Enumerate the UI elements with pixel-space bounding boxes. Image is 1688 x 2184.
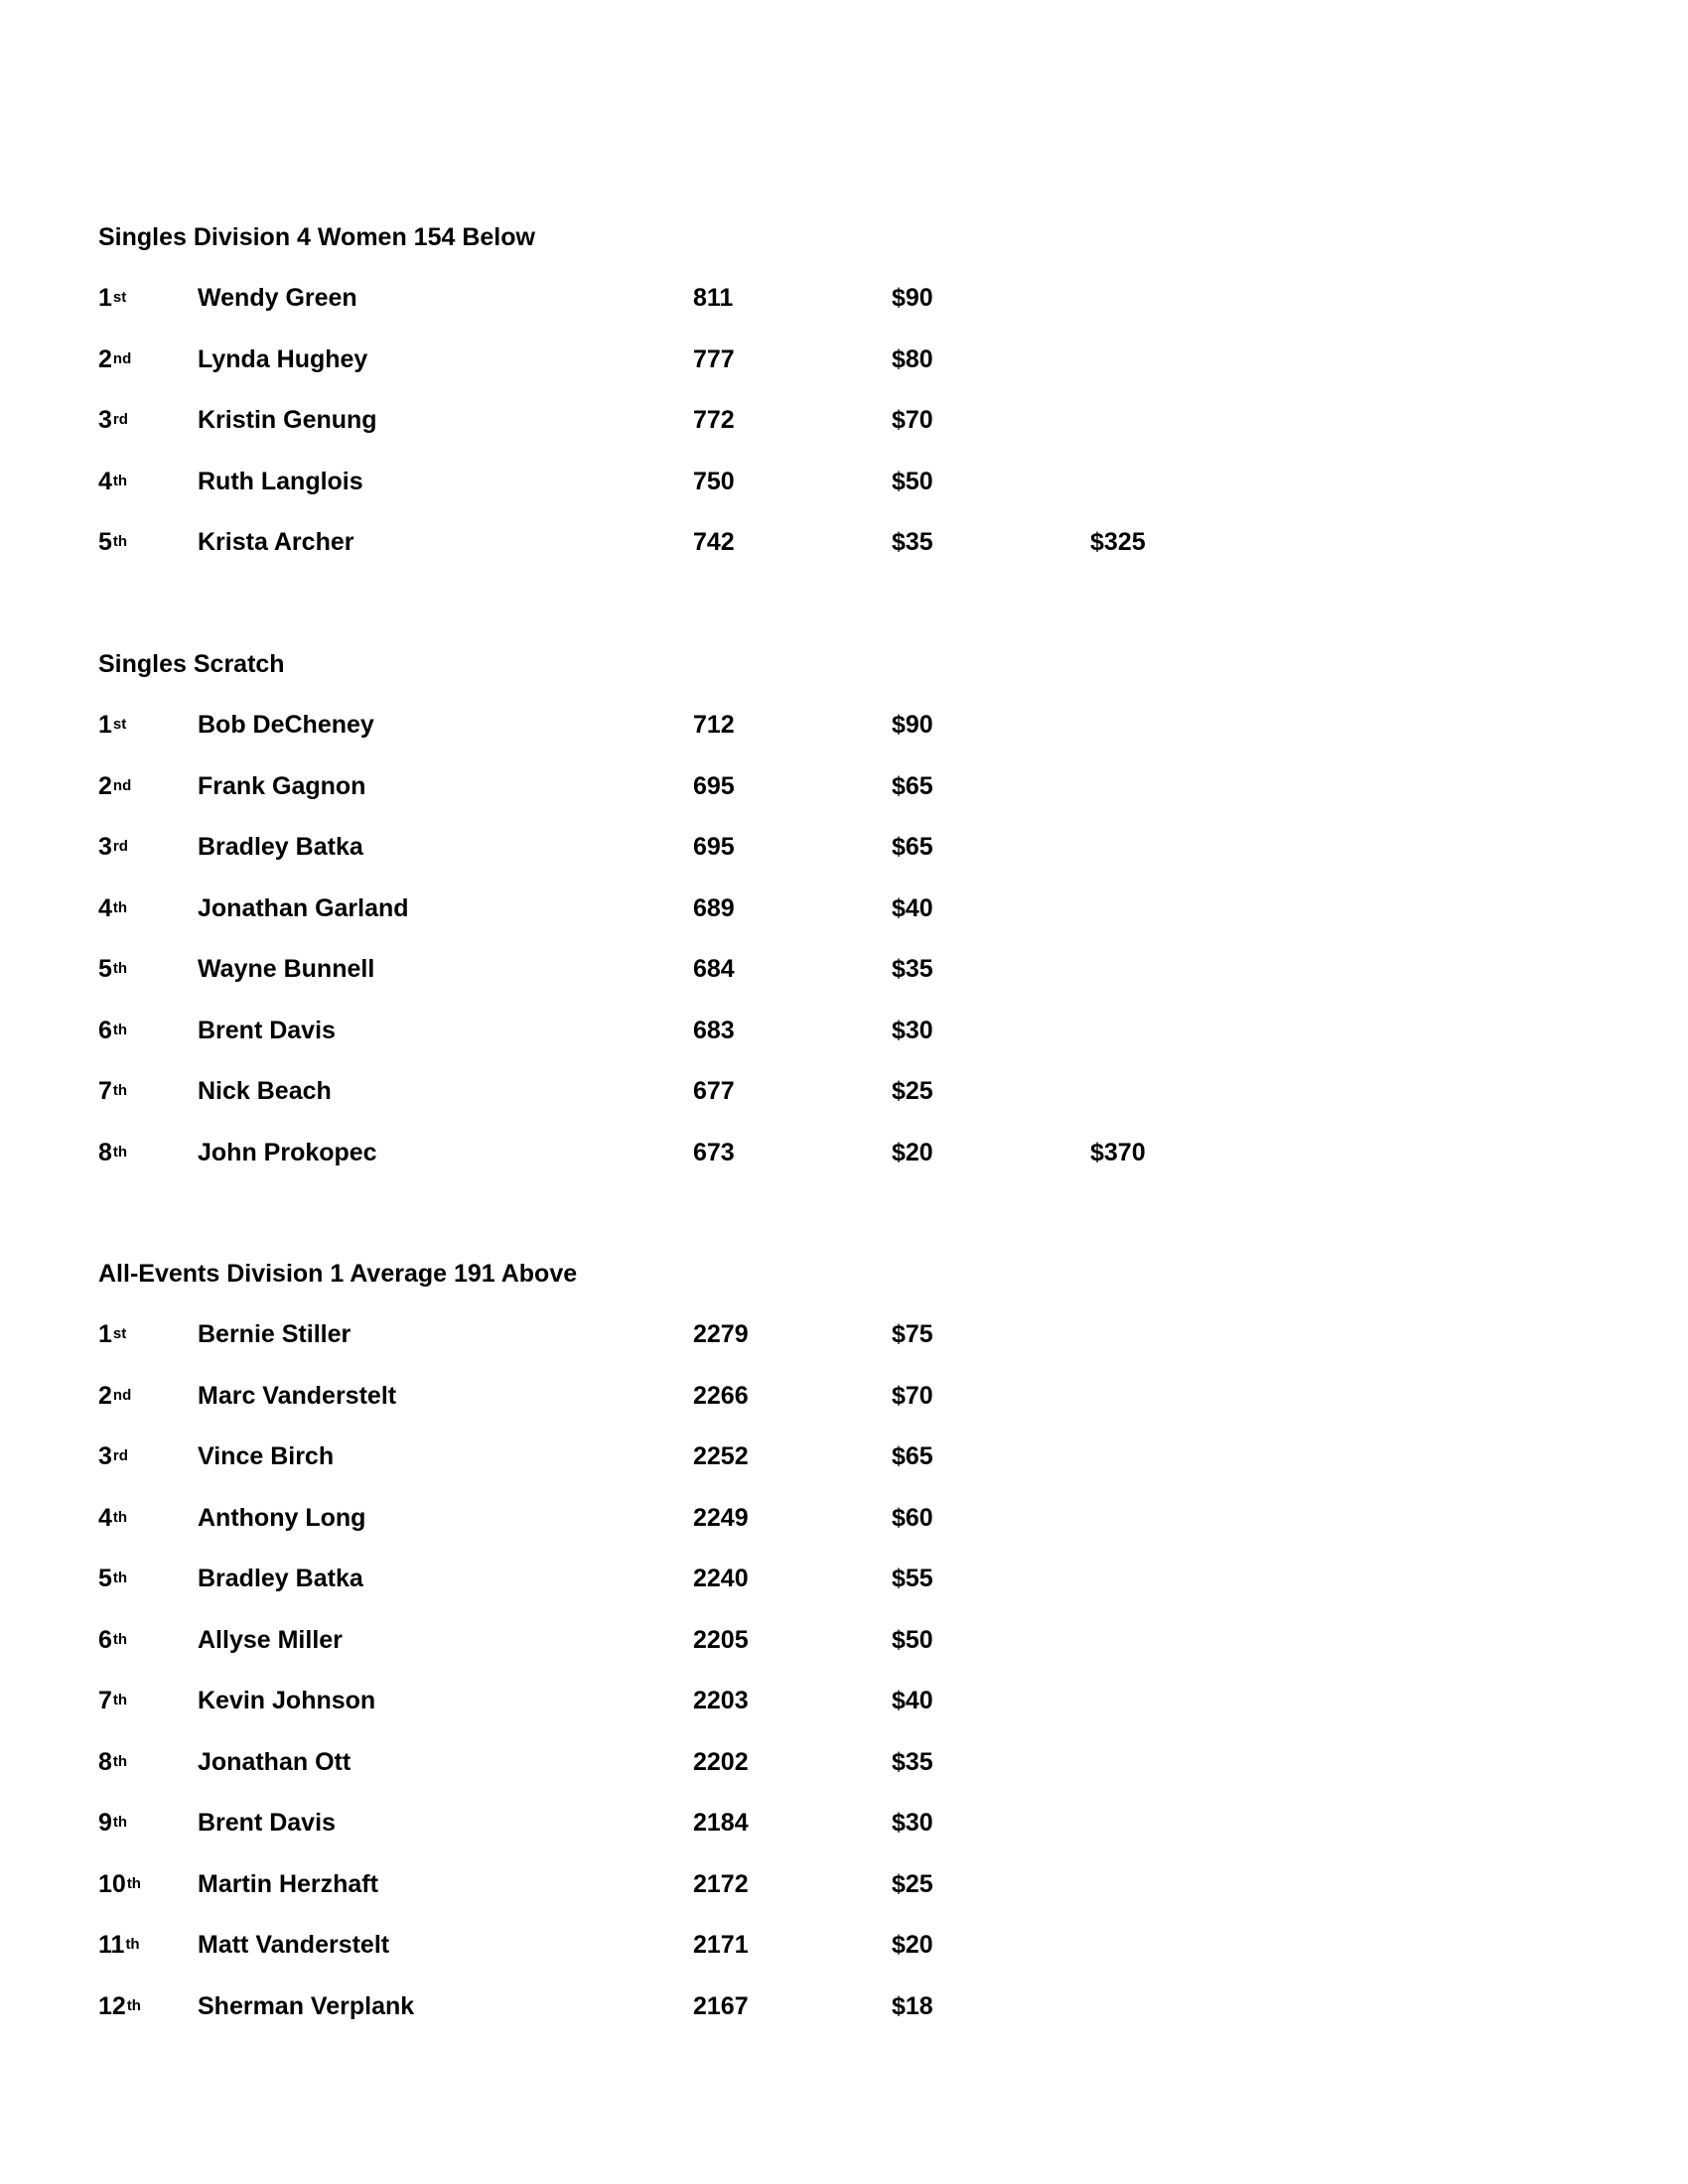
result-row [98,283,1588,313]
result-row [98,467,1588,496]
place-number: 12 [98,1991,126,2020]
prize: $65 [892,833,933,861]
prize: $65 [892,1442,933,1470]
place-number: 3 [98,406,112,434]
place-number: 1 [98,284,112,312]
place [98,954,128,984]
place-number: 6 [98,1625,112,1654]
score: 2279 [693,1320,749,1348]
place-suffix: nd [112,349,132,367]
score: 2172 [693,1869,749,1898]
place-number: 2 [98,344,112,373]
place [98,344,132,374]
place [98,832,128,862]
bowler-name: Bradley Batka [198,833,363,861]
place-suffix: st [112,716,127,733]
score: 2203 [693,1687,749,1714]
place-number: 7 [98,1687,112,1714]
place-number: 3 [98,1442,112,1470]
place-number: 5 [98,1565,112,1592]
bowler-name: Kristin Genung [198,406,377,434]
prize: $40 [892,1687,933,1714]
bowler-name: Sherman Verplank [198,1991,415,2020]
bowler-name: Vince Birch [198,1442,335,1470]
score: 2184 [693,1809,749,1837]
score: 811 [693,284,734,312]
place [98,1441,128,1471]
bowler-name: Kevin Johnson [198,1687,376,1714]
place [98,1138,128,1167]
result-row [98,1319,1588,1349]
prize: $18 [892,1991,933,2020]
result-row [98,405,1588,435]
place [98,1991,141,2021]
place [98,1930,140,1960]
score: 772 [693,406,735,434]
place [98,1564,128,1593]
place-suffix: th [112,1082,128,1099]
place-suffix: th [112,1630,128,1648]
place-suffix: rd [112,411,128,428]
prize: $90 [892,284,933,312]
score: 2240 [693,1565,749,1592]
place-suffix: st [112,289,127,306]
result-row [98,1869,1588,1899]
bowler-name: Ruth Langlois [198,467,363,495]
place-number: 7 [98,1077,112,1105]
section-total: $325 [1090,528,1146,556]
result-row [98,1808,1588,1838]
place-number: 6 [98,1016,112,1044]
result-row [98,1686,1588,1715]
result-row [98,832,1588,862]
bowler-name: Nick Beach [198,1077,332,1105]
prize: $65 [892,771,933,800]
prize: $35 [892,528,933,556]
place [98,527,128,557]
result-row [98,1381,1588,1411]
result-row [98,1503,1588,1533]
prize: $70 [892,1381,933,1410]
place-number: 1 [98,1320,112,1348]
bowler-name: Wendy Green [198,284,357,312]
bowler-name: Lynda Hughey [198,344,368,373]
section-title: Singles Scratch [98,650,285,678]
place-suffix: th [112,960,128,977]
place-suffix: th [125,1936,140,1953]
place [98,1869,141,1899]
score: 677 [693,1077,735,1105]
bowler-name: Brent Davis [198,1809,336,1837]
bowler-name: Brent Davis [198,1016,336,1044]
place-suffix: nd [112,1386,132,1404]
place-suffix: th [112,1692,128,1708]
bowler-name: Bob DeCheney [198,711,374,739]
place-suffix: th [112,1814,128,1831]
place-number: 11 [98,1931,125,1959]
place-suffix: nd [112,776,132,794]
place-number: 2 [98,1381,112,1410]
section-title: All-Events Division 1 Average 191 Above [98,1260,578,1288]
place-suffix: th [112,898,128,916]
prize: $30 [892,1809,933,1837]
score: 2202 [693,1747,749,1776]
place [98,405,128,435]
place [98,1016,128,1045]
place-number: 9 [98,1809,112,1837]
prize: $50 [892,1625,933,1654]
place-suffix: th [112,472,128,489]
bowler-name: Frank Gagnon [198,771,366,800]
place [98,467,128,496]
place-number: 4 [98,467,112,495]
prize: $80 [892,344,933,373]
bowler-name: Krista Archer [198,528,354,556]
bowler-name: Jonathan Ott [198,1747,352,1776]
place [98,771,132,801]
prize: $40 [892,893,933,922]
bowler-name: Bernie Stiller [198,1320,352,1348]
place-number: 2 [98,771,112,800]
prize: $60 [892,1503,933,1532]
place-number: 4 [98,1503,112,1532]
score: 750 [693,467,735,495]
section-singles-scratch [98,649,1588,1166]
place-suffix: th [112,1752,128,1770]
bowler-name: Matt Vanderstelt [198,1931,390,1959]
place-suffix: th [112,1021,128,1038]
prize: $50 [892,467,933,495]
place [98,1076,128,1106]
place [98,893,128,923]
prize: $30 [892,1016,933,1044]
place-number: 8 [98,1138,112,1166]
score: 2167 [693,1991,749,2020]
section-all-events-division-1 [98,1259,1588,2020]
score: 2252 [693,1442,749,1470]
section-title: Singles Division 4 Women 154 Below [98,223,535,251]
place [98,1747,128,1777]
result-row [98,1016,1588,1045]
place [98,283,127,313]
place-suffix: rd [112,838,128,855]
place-number: 10 [98,1869,126,1898]
score: 684 [693,955,735,983]
result-row [98,1564,1588,1593]
place [98,1319,127,1349]
section-singles-division-4-women [98,222,1588,556]
prize: $35 [892,955,933,983]
score: 673 [693,1138,735,1166]
place-suffix: th [126,1874,141,1892]
place-suffix: th [112,1508,128,1526]
place [98,1808,128,1838]
prize: $75 [892,1320,933,1348]
place-suffix: rd [112,1447,128,1464]
bowler-name: Bradley Batka [198,1565,363,1592]
result-row [98,344,1588,374]
bowler-name: Jonathan Garland [198,893,409,922]
score: 712 [693,711,735,739]
place [98,1381,132,1411]
result-row [98,1138,1588,1167]
prize: $20 [892,1931,933,1959]
prize: $55 [892,1565,933,1592]
section-total: $370 [1090,1138,1146,1166]
place [98,1686,128,1715]
score: 2266 [693,1381,749,1410]
place [98,1503,128,1533]
place [98,710,127,740]
result-row [98,1930,1588,1960]
place-number: 8 [98,1747,112,1776]
result-row [98,710,1588,740]
result-row [98,1747,1588,1777]
result-row [98,1991,1588,2021]
bowler-name: Marc Vanderstelt [198,1381,397,1410]
place-number: 4 [98,893,112,922]
place-suffix: st [112,1325,127,1342]
prize: $90 [892,711,933,739]
result-row [98,954,1588,984]
prize: $35 [892,1747,933,1776]
score: 742 [693,528,735,556]
bowler-name: Wayne Bunnell [198,955,375,983]
place-suffix: th [126,1996,141,2014]
place [98,1625,128,1655]
prize: $25 [892,1869,933,1898]
prize: $25 [892,1077,933,1105]
result-row [98,771,1588,801]
score: 695 [693,833,735,861]
bowler-name: John Prokopec [198,1138,377,1166]
score: 2205 [693,1625,749,1654]
bowler-name: Martin Herzhaft [198,1869,378,1898]
score: 2171 [693,1931,749,1959]
bowler-name: Allyse Miller [198,1625,343,1654]
score: 777 [693,344,735,373]
bowler-name: Anthony Long [198,1503,366,1532]
place-number: 5 [98,955,112,983]
place-suffix: th [112,1143,128,1160]
place-number: 3 [98,833,112,861]
result-row [98,1625,1588,1655]
score: 695 [693,771,735,800]
score: 2249 [693,1503,749,1532]
result-row [98,893,1588,923]
place-suffix: th [112,533,128,550]
place-suffix: th [112,1570,128,1586]
prize: $20 [892,1138,933,1166]
prize: $70 [892,406,933,434]
place-number: 1 [98,711,112,739]
place-number: 5 [98,528,112,556]
result-row [98,1441,1588,1471]
score: 689 [693,893,735,922]
score: 683 [693,1016,735,1044]
result-row [98,1076,1588,1106]
result-row [98,527,1588,557]
